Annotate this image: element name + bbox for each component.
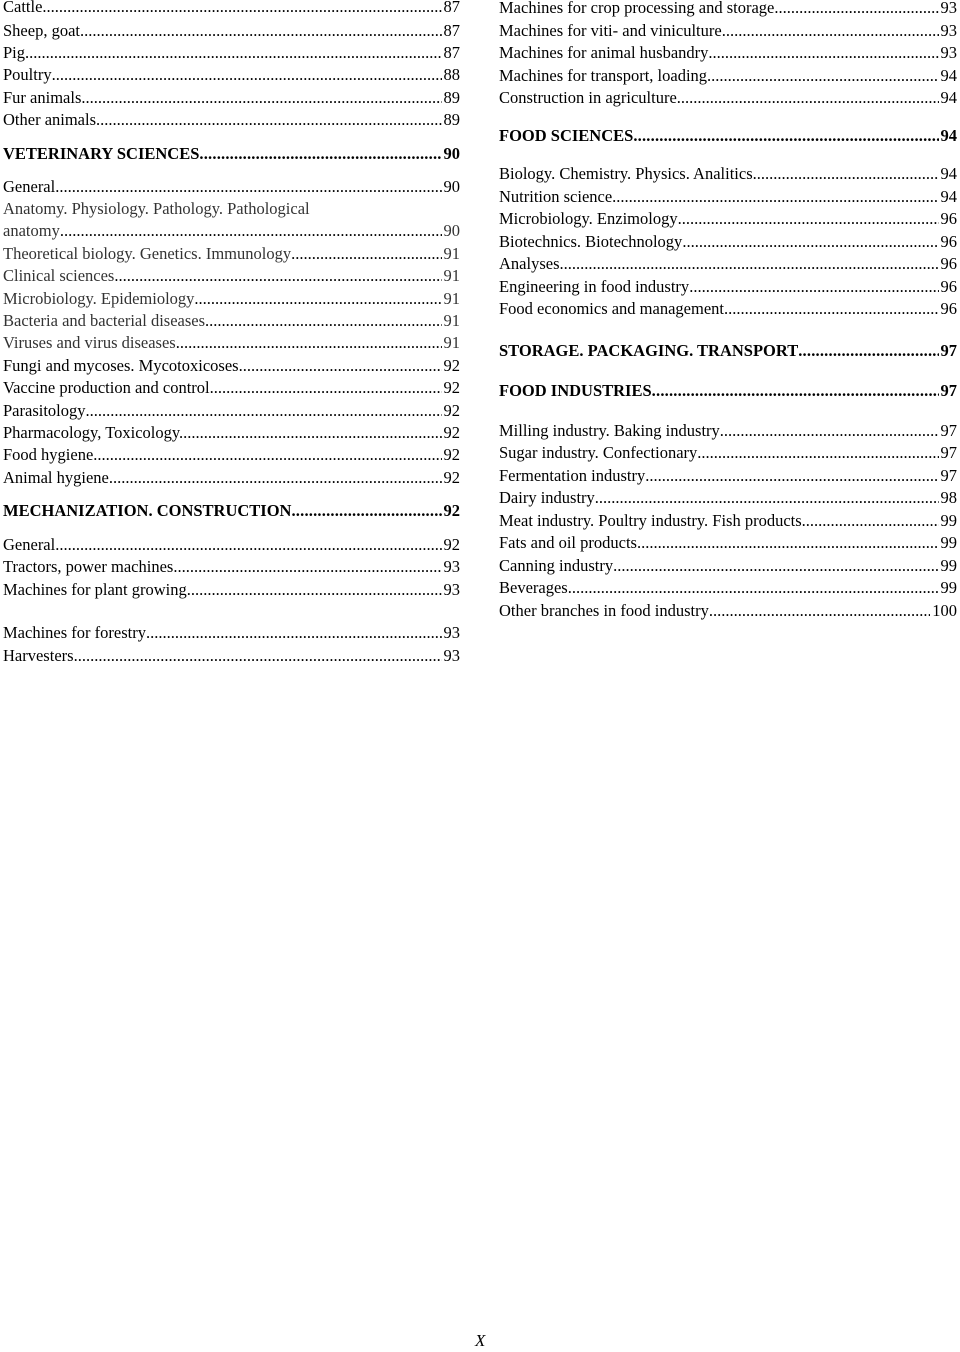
- toc-entry[interactable]: [499, 298, 957, 320]
- toc-entry[interactable]: [499, 276, 957, 298]
- entry-page: 91: [443, 311, 460, 330]
- toc-entry[interactable]: [3, 310, 460, 332]
- toc-entry[interactable]: [3, 556, 460, 578]
- leader-dots: [613, 555, 938, 577]
- toc-entry[interactable]: [499, 0, 957, 19]
- entry-page: 87: [443, 0, 460, 16]
- toc-entry[interactable]: [499, 231, 957, 253]
- entry-label: Analyses: [499, 254, 560, 273]
- entry-page: 97: [940, 381, 957, 400]
- leader-dots: [682, 231, 938, 253]
- leader-dots: [595, 487, 939, 509]
- toc-entry[interactable]: [499, 555, 957, 577]
- toc-entry[interactable]: [3, 20, 460, 42]
- leader-dots: [210, 377, 442, 399]
- entry-label: Bacteria and bacterial diseases: [3, 311, 206, 330]
- entry-label: Machines for crop processing and storage: [499, 0, 775, 17]
- entry-label: Sheep, goat: [3, 21, 80, 40]
- toc-entry[interactable]: [3, 422, 460, 444]
- leader-dots: [291, 243, 441, 265]
- entry-page: 94: [940, 126, 957, 145]
- leader-dots: [798, 340, 938, 362]
- toc-entry[interactable]: [499, 420, 957, 442]
- entry-page: 98: [940, 488, 957, 507]
- entry-label: Other branches in food industry: [499, 601, 709, 620]
- entry-page: 97: [940, 421, 957, 440]
- entry-page: 91: [443, 244, 460, 263]
- entry-label: Nutrition science: [499, 187, 613, 206]
- entry-label: Engineering in food industry: [499, 277, 690, 296]
- entry-label: Fungi and mycoses. Mycotoxicoses: [3, 356, 239, 375]
- toc-entry[interactable]: [499, 208, 957, 230]
- entry-label: Pharmacology, Toxicology.: [3, 423, 184, 442]
- leader-dots: [80, 20, 442, 42]
- entry-label: Milling industry. Baking industry: [499, 421, 720, 440]
- leader-dots: [74, 645, 442, 667]
- entry-page: 99: [940, 556, 957, 575]
- entry-page: 92: [443, 423, 460, 442]
- leader-dots: [612, 186, 938, 208]
- entry-page: [310, 199, 312, 218]
- leader-dots: [678, 208, 939, 230]
- entry-label: Dairy industry: [499, 488, 595, 507]
- toc-entry[interactable]: [3, 220, 460, 242]
- entry-label: Pig: [3, 43, 26, 62]
- entry-page: 90: [443, 221, 460, 240]
- entry-label: Food economics and management: [499, 299, 724, 318]
- toc-entry[interactable]: [3, 332, 460, 354]
- leader-dots: [52, 64, 442, 86]
- entry-page: 89: [443, 110, 460, 129]
- entry-page: 96: [940, 254, 957, 273]
- leader-dots: [60, 220, 442, 242]
- leader-dots: [774, 0, 938, 19]
- entry-label: Fats and oil products: [499, 533, 637, 552]
- entry-label: FOOD SCIENCES: [499, 126, 634, 145]
- leader-dots: [645, 465, 938, 487]
- toc-entry[interactable]: [3, 400, 460, 422]
- entry-page: 92: [443, 401, 460, 420]
- entry-label: Machines for viti- and viniculture: [499, 21, 722, 40]
- entry-label: Food hygiene: [3, 445, 94, 464]
- toc-entry[interactable]: [499, 600, 957, 622]
- entry-page: 91: [443, 333, 460, 352]
- entry-label: anatomy: [3, 221, 60, 240]
- leader-dots: [55, 176, 441, 198]
- leader-dots: [93, 444, 441, 466]
- toc-entry[interactable]: [499, 65, 957, 87]
- entry-page: 97: [940, 443, 957, 462]
- entry-label: Poultry: [3, 65, 52, 84]
- toc-section-heading[interactable]: [3, 143, 460, 165]
- entry-page: 93: [443, 623, 460, 642]
- toc-entry[interactable]: [3, 42, 460, 64]
- entry-page: 92: [443, 535, 460, 554]
- entry-label: Biology. Chemistry. Physics. Analitics: [499, 164, 753, 183]
- entry-label: Harvesters: [3, 646, 74, 665]
- entry-page: 94: [940, 187, 957, 206]
- page-number-marker: X: [475, 1331, 486, 1350]
- toc-entry[interactable]: [499, 577, 957, 599]
- toc-entry[interactable]: [499, 487, 957, 509]
- entry-label: Microbiology. Epidemiology: [3, 289, 195, 308]
- leader-dots: [291, 500, 441, 522]
- leader-dots: [708, 42, 938, 64]
- entry-page: 92: [443, 501, 460, 520]
- entry-page: 96: [940, 209, 957, 228]
- leader-dots: [724, 298, 939, 320]
- toc-entry[interactable]: [499, 163, 957, 185]
- toc-entry[interactable]: [499, 87, 957, 109]
- entry-page: 90: [443, 144, 460, 163]
- entry-page: 88: [443, 65, 460, 84]
- toc-entry[interactable]: [499, 510, 957, 532]
- leader-dots: [652, 380, 939, 402]
- toc-entry[interactable]: [3, 645, 460, 667]
- toc-entry[interactable]: [3, 0, 460, 18]
- entry-page: 99: [940, 578, 957, 597]
- toc-entry[interactable]: [499, 253, 957, 275]
- leader-dots: [689, 276, 938, 298]
- leader-dots: [183, 422, 441, 444]
- entry-page: 94: [940, 164, 957, 183]
- toc-entry[interactable]: [499, 186, 957, 208]
- leader-dots: [722, 20, 939, 42]
- toc-entry[interactable]: [3, 377, 460, 399]
- entry-page: 89: [443, 88, 460, 107]
- toc-entry[interactable]: [3, 198, 460, 220]
- leader-dots: [187, 579, 442, 601]
- entry-label: FOOD INDUSTRIES: [499, 381, 652, 400]
- entry-page: 99: [940, 533, 957, 552]
- leader-dots: [109, 467, 442, 489]
- leader-dots: [114, 265, 441, 287]
- toc-entry[interactable]: [3, 265, 460, 287]
- entry-page: 93: [443, 646, 460, 665]
- entry-label: General: [3, 535, 56, 554]
- entry-page: 93: [443, 580, 460, 599]
- entry-page: 87: [443, 43, 460, 62]
- entry-page: 96: [940, 277, 957, 296]
- toc-entry[interactable]: [499, 20, 957, 42]
- leader-dots: [707, 65, 938, 87]
- toc-section-heading[interactable]: [499, 380, 957, 402]
- entry-page: 87: [443, 21, 460, 40]
- toc-entry[interactable]: [3, 534, 460, 556]
- leader-dots: [173, 556, 441, 578]
- toc-entry[interactable]: [499, 42, 957, 64]
- leader-dots: [146, 622, 442, 644]
- toc-entry[interactable]: [499, 532, 957, 554]
- entry-page: 99: [940, 511, 957, 530]
- entry-label: Viruses and virus diseases: [3, 333, 176, 352]
- toc-entry[interactable]: [3, 355, 460, 377]
- entry-page: 92: [443, 445, 460, 464]
- leader-dots: [86, 400, 442, 422]
- entry-label: Machines for animal husbandry: [499, 43, 709, 62]
- toc-section-heading[interactable]: [3, 500, 460, 522]
- leader-dots: [199, 143, 441, 165]
- entry-label: Sugar industry. Confectionary: [499, 443, 698, 462]
- entry-page: 92: [443, 378, 460, 397]
- entry-page: 93: [940, 43, 957, 62]
- leader-dots: [55, 534, 441, 556]
- entry-label: STORAGE. PACKAGING. TRANSPORT: [499, 341, 799, 360]
- leader-dots: [697, 442, 938, 464]
- entry-page: 90: [443, 177, 460, 196]
- toc-entry[interactable]: [3, 579, 460, 601]
- entry-page: 97: [940, 466, 957, 485]
- leader-dots: [802, 510, 939, 532]
- entry-page: 94: [940, 66, 957, 85]
- entry-page: 93: [443, 557, 460, 576]
- entry-label: Machines for transport, loading: [499, 66, 708, 85]
- toc-entry[interactable]: [499, 465, 957, 487]
- entry-page: 94: [940, 88, 957, 107]
- toc-entry[interactable]: [3, 109, 460, 131]
- entry-label: Tractors, power machines: [3, 557, 174, 576]
- leader-dots: [96, 109, 441, 131]
- leader-dots: [194, 288, 441, 310]
- leader-dots: [709, 600, 930, 622]
- entry-page: 97: [940, 341, 957, 360]
- leader-dots: [239, 355, 442, 377]
- entry-label: Other animals: [3, 110, 97, 129]
- toc-entry[interactable]: [3, 87, 460, 109]
- toc-entry[interactable]: [3, 444, 460, 466]
- entry-label: Parasitology: [3, 401, 86, 420]
- entry-page: 91: [443, 289, 460, 308]
- entry-label: General: [3, 177, 56, 196]
- leader-dots: [720, 420, 939, 442]
- toc-entry[interactable]: [3, 467, 460, 489]
- leader-dots: [25, 42, 441, 64]
- entry-label: Beverages: [499, 578, 568, 597]
- entry-page: 93: [940, 21, 957, 40]
- leader-dots: [42, 0, 441, 18]
- entry-label: Clinical sciences: [3, 266, 115, 285]
- leader-dots: [677, 87, 939, 109]
- toc-entry[interactable]: [499, 442, 957, 464]
- entry-label: Meat industry. Poultry industry. Fish products: [499, 511, 802, 530]
- entry-page: 92: [443, 468, 460, 487]
- entry-page: 96: [940, 299, 957, 318]
- toc-entry[interactable]: [3, 176, 460, 198]
- toc-entry[interactable]: [3, 288, 460, 310]
- leader-dots: [560, 253, 939, 275]
- entry-label: Biotechnics. Biotechnology: [499, 232, 683, 251]
- leader-dots: [176, 332, 442, 354]
- toc-entry[interactable]: [3, 243, 460, 265]
- entry-label: MECHANIZATION. CONSTRUCTION: [3, 501, 292, 520]
- entry-label: Construction in agriculture: [499, 88, 677, 107]
- leader-dots: [637, 532, 939, 554]
- entry-label: Machines for plant growing: [3, 580, 187, 599]
- toc-section-heading[interactable]: [499, 340, 957, 362]
- entry-label: Vaccine production and control: [3, 378, 210, 397]
- entry-page: 100: [932, 601, 957, 620]
- entry-page: 92: [443, 356, 460, 375]
- entry-label: VETERINARY SCIENCES: [3, 144, 200, 163]
- toc-entry[interactable]: [3, 64, 460, 86]
- entry-label: Animal hygiene: [3, 468, 109, 487]
- leader-dots: [753, 163, 939, 185]
- toc-entry[interactable]: [3, 622, 460, 644]
- leader-dots: [568, 577, 939, 599]
- entry-page: 91: [443, 266, 460, 285]
- leader-dots: [633, 125, 938, 147]
- entry-label: Microbiology. Enzimology: [499, 209, 678, 228]
- toc-section-heading[interactable]: [499, 125, 957, 147]
- entry-page: 93: [940, 0, 957, 17]
- entry-label: Cattle: [3, 0, 43, 16]
- entry-label: Fermentation industry: [499, 466, 646, 485]
- entry-label: Theoretical biology. Genetics. Immunology: [3, 244, 292, 263]
- entry-page: 96: [940, 232, 957, 251]
- leader-dots: [81, 87, 441, 109]
- entry-label: Canning industry: [499, 556, 614, 575]
- entry-label: Machines for forestry: [3, 623, 146, 642]
- entry-label: Fur animals: [3, 88, 82, 107]
- leader-dots: [205, 310, 441, 332]
- entry-label: Anatomy. Physiology. Pathology. Pathological: [3, 199, 310, 218]
